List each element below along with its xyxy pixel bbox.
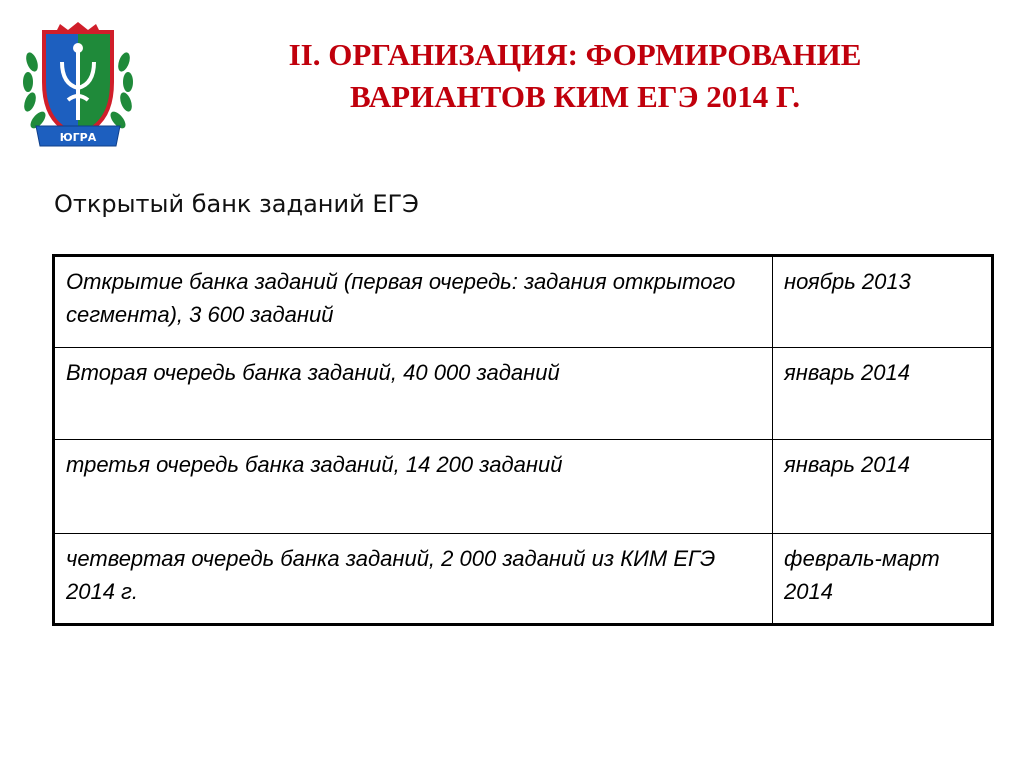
- row-date: январь 2014: [773, 348, 993, 440]
- table-row: [54, 256, 993, 348]
- row-description: четвертая очередь банка заданий, 2 000 заданий из КИМ ЕГЭ 2014 г.: [54, 534, 773, 625]
- row-description: Открытие банка заданий (первая очередь: задания открытого сегмента), 3 600 заданий: [54, 256, 773, 348]
- table-row: [54, 348, 993, 440]
- row-date: январь 2014: [773, 440, 993, 534]
- table-row: [54, 440, 993, 534]
- coat-of-arms-icon: [22, 22, 134, 152]
- svg-text:ЮГРА: ЮГРА: [59, 131, 97, 144]
- table-row: [54, 534, 993, 625]
- title-line-1: II. ОРГАНИЗАЦИЯ: ФОРМИРОВАНИЕ: [288, 37, 862, 72]
- task-bank-schedule-table: [52, 254, 994, 626]
- page-title: [200, 34, 950, 118]
- title-line-2: ВАРИАНТОВ КИМ ЕГЭ 2014 Г.: [350, 79, 800, 114]
- row-description: третья очередь банка заданий, 14 200 заданий: [54, 440, 773, 534]
- row-date: февраль-март 2014: [773, 534, 993, 625]
- section-subtitle: Открытый банк заданий ЕГЭ: [54, 190, 419, 218]
- row-date: ноябрь 2013: [773, 256, 993, 348]
- row-description: Вторая очередь банка заданий, 40 000 заданий: [54, 348, 773, 440]
